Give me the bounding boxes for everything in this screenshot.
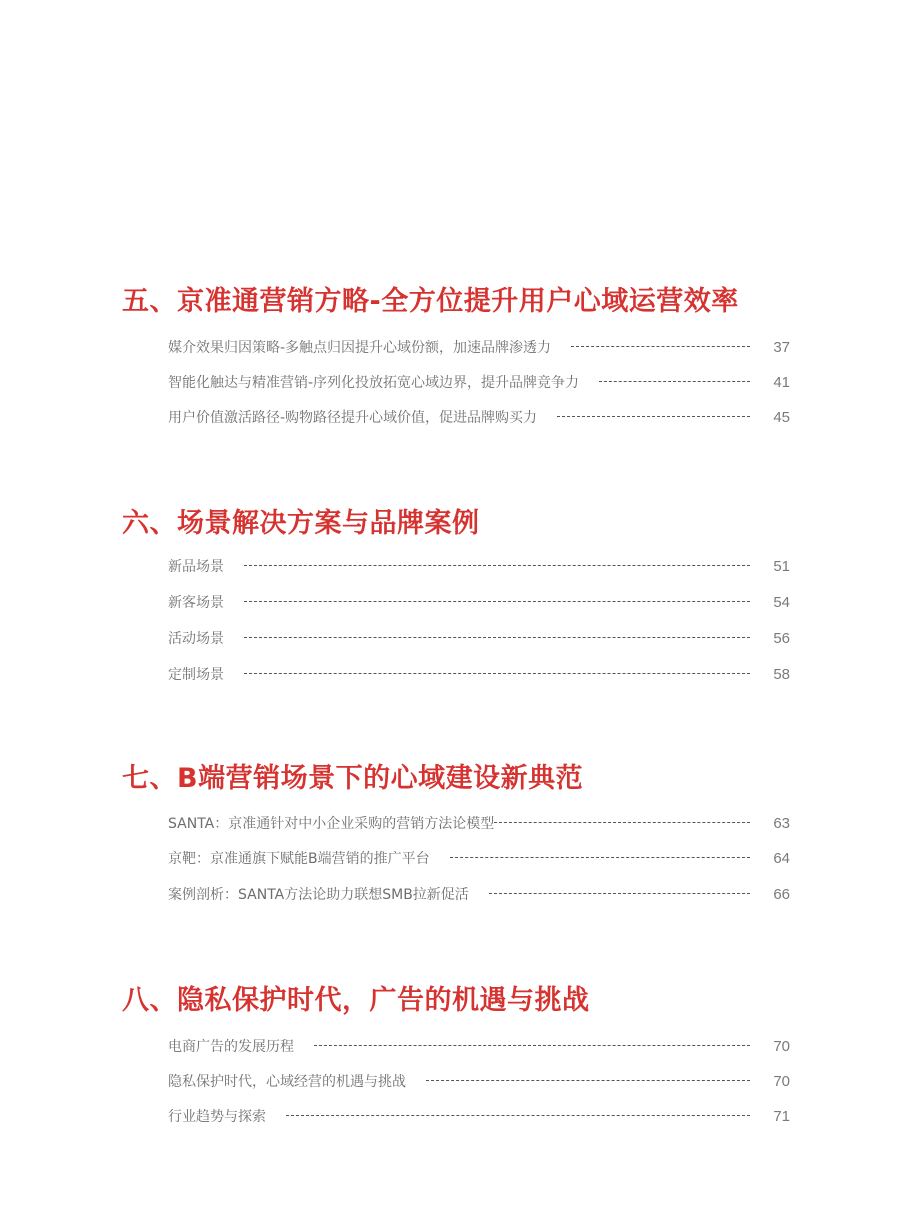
toc-entry-text: SANTA：京准通针对中小企业采购的营销方法论模型 bbox=[168, 816, 495, 832]
toc-entry[interactable] bbox=[168, 845, 790, 869]
toc-page-number: 45 bbox=[773, 409, 790, 426]
toc-leader bbox=[244, 673, 750, 674]
toc-leader bbox=[244, 565, 750, 566]
toc-entry[interactable] bbox=[168, 553, 790, 577]
toc-leader bbox=[557, 416, 750, 417]
toc-leader bbox=[244, 601, 750, 602]
toc-page-number: 51 bbox=[773, 558, 790, 575]
toc-entry-text: 京靶：京准通旗下赋能B端营销的推广平台 bbox=[168, 851, 430, 867]
toc-entry[interactable] bbox=[168, 1068, 790, 1092]
toc-entry-text: 活动场景 bbox=[168, 631, 224, 647]
toc-page-number: 66 bbox=[773, 886, 790, 903]
toc-page-number: 63 bbox=[773, 815, 790, 832]
toc-entry-text: 新客场景 bbox=[168, 595, 224, 611]
toc-leader bbox=[314, 1045, 750, 1046]
toc-entry[interactable] bbox=[168, 334, 790, 358]
toc-leader bbox=[571, 346, 750, 347]
toc-entry[interactable] bbox=[168, 661, 790, 685]
toc-leader bbox=[244, 637, 750, 638]
section-title: 六、场景解决方案与品牌案例 bbox=[122, 508, 480, 539]
toc-entry-text: 定制场景 bbox=[168, 667, 224, 683]
toc-entry-text: 案例剖析：SANTA方法论助力联想SMB拉新促活 bbox=[168, 887, 469, 903]
toc-leader bbox=[426, 1080, 750, 1081]
toc-entry-text: 媒介效果归因策略-多触点归因提升心域份额，加速品牌渗透力 bbox=[168, 340, 552, 356]
toc-leader bbox=[489, 893, 750, 894]
toc-entry-text: 智能化触达与精准营销-序列化投放拓宽心域边界，提升品牌竞争力 bbox=[168, 375, 580, 391]
toc-entry-text: 新品场景 bbox=[168, 559, 224, 575]
toc-entry[interactable] bbox=[168, 1033, 790, 1057]
toc-entry[interactable] bbox=[168, 625, 790, 649]
toc-entry-text: 隐私保护时代，心域经营的机遇与挑战 bbox=[168, 1074, 406, 1090]
toc-entry[interactable] bbox=[168, 881, 790, 905]
toc-entry-text: 用户价值激活路径-购物路径提升心域价值，促进品牌购买力 bbox=[168, 410, 538, 426]
section-title: 八、隐私保护时代，广告的机遇与挑战 bbox=[122, 985, 590, 1016]
toc-page-number: 41 bbox=[773, 374, 790, 391]
toc-page-number: 56 bbox=[773, 630, 790, 647]
toc-leader bbox=[450, 857, 750, 858]
toc-entry[interactable] bbox=[168, 589, 790, 613]
toc-entry[interactable] bbox=[168, 810, 790, 834]
section-title: 五、京准通营销方略-全方位提升用户心域运营效率 bbox=[122, 286, 739, 317]
toc-leader bbox=[599, 381, 750, 382]
toc-entry-text: 电商广告的发展历程 bbox=[168, 1039, 294, 1055]
section-title: 七、B端营销场景下的心域建设新典范 bbox=[122, 763, 584, 794]
toc-page-number: 70 bbox=[773, 1073, 790, 1090]
toc-page-number: 71 bbox=[773, 1108, 790, 1125]
toc-entry[interactable] bbox=[168, 1103, 790, 1127]
toc-page-number: 54 bbox=[773, 594, 790, 611]
toc-page-number: 37 bbox=[773, 339, 790, 356]
toc-page-number: 64 bbox=[773, 850, 790, 867]
toc-entry[interactable] bbox=[168, 369, 790, 393]
toc-entry-text: 行业趋势与探索 bbox=[168, 1109, 266, 1125]
toc-leader bbox=[494, 822, 750, 823]
toc-leader bbox=[286, 1115, 750, 1116]
toc-page-number: 58 bbox=[773, 666, 790, 683]
toc-page-number: 70 bbox=[773, 1038, 790, 1055]
toc-entry[interactable] bbox=[168, 404, 790, 428]
